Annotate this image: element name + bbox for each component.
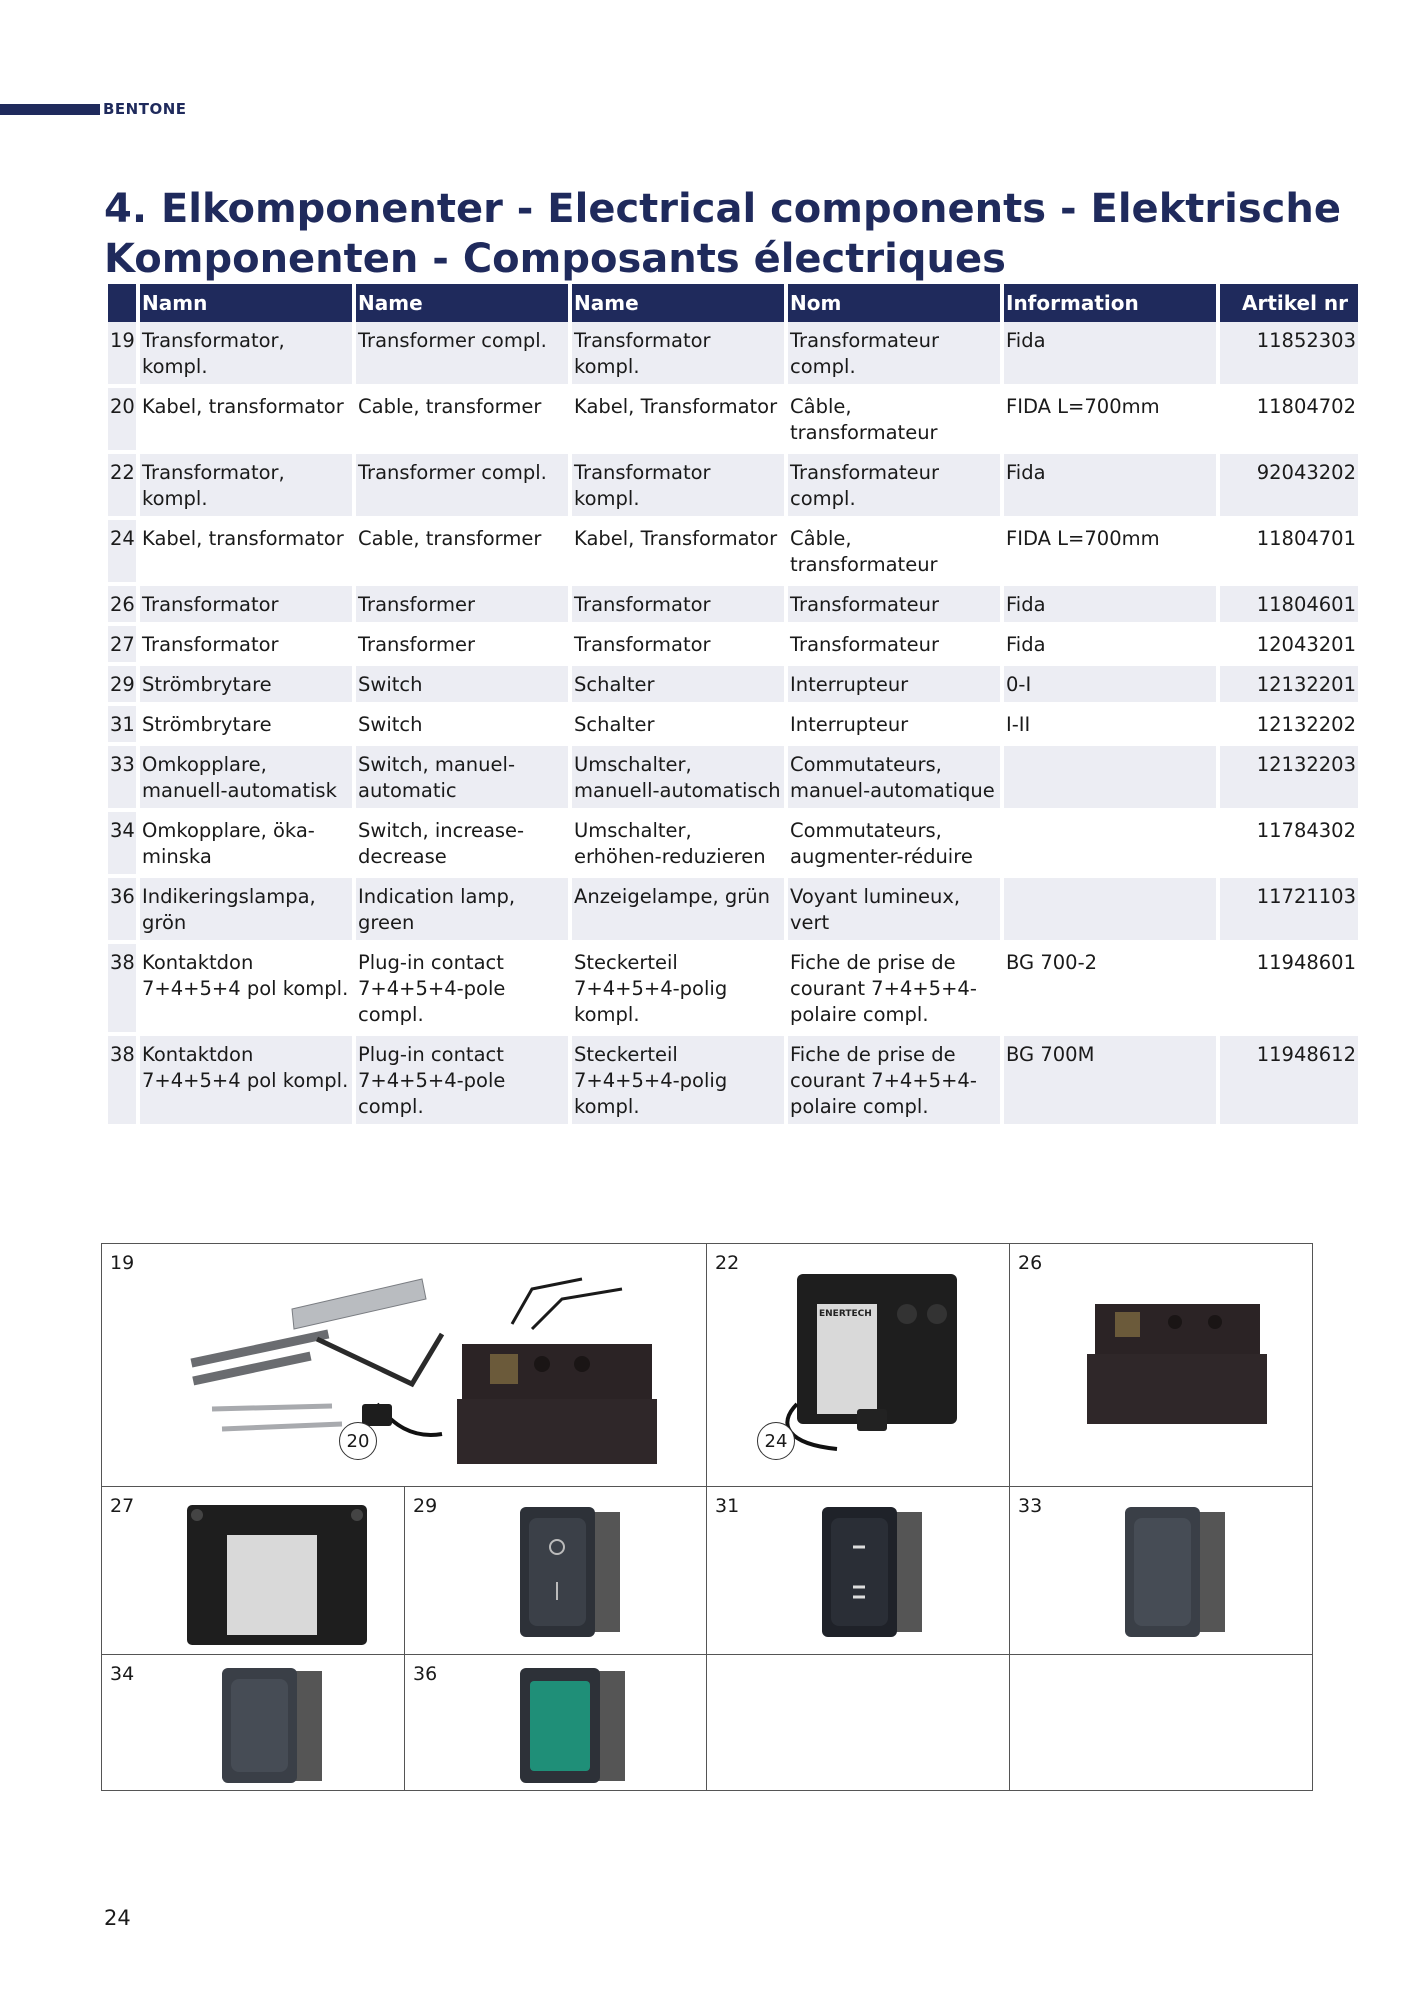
name-fr: Interrupteur (788, 706, 1000, 746)
header-name-en: Name (356, 284, 568, 322)
name-fr: Transformateur (788, 626, 1000, 666)
article-number: 12132201 (1220, 666, 1358, 706)
name-de: Steckerteil 7+4+5+4-polig kompl. (572, 944, 784, 1036)
item-number: 22 (108, 454, 136, 520)
figure-cell-22 (706, 1243, 1011, 1488)
item-number: 33 (108, 746, 136, 812)
name-sv: Kontaktdon 7+4+5+4 pol kompl. (140, 944, 352, 1036)
name-en: Transformer (356, 586, 568, 626)
item-number: 24 (108, 520, 136, 586)
article-number: 12132202 (1220, 706, 1358, 746)
name-de: Transformator (572, 626, 784, 666)
name-sv: Transformator, kompl. (140, 454, 352, 520)
name-en: Switch, manuel-automatic (356, 746, 568, 812)
name-fr: Câble, transformateur (788, 388, 1000, 454)
article-number: 92043202 (1220, 454, 1358, 520)
name-en: Cable, transformer (356, 520, 568, 586)
item-number: 27 (108, 626, 136, 666)
name-fr: Câble, transformateur (788, 520, 1000, 586)
item-number: 29 (108, 666, 136, 706)
name-en: Transformer (356, 626, 568, 666)
switch-manual-auto-image (1120, 1502, 1230, 1642)
transformer-enertech-image (777, 1254, 997, 1474)
table-row (108, 454, 1358, 520)
brand-name: BENTONE (103, 100, 187, 118)
name-sv: Omkopplare, manuell-automatisk (140, 746, 352, 812)
transformer-kit-image (182, 1264, 702, 1484)
name-sv: Transformator, kompl. (140, 322, 352, 388)
article-number: 11804702 (1220, 388, 1358, 454)
information: Fida (1004, 586, 1216, 626)
header-artikel-nr: Artikel nr (1220, 284, 1358, 322)
name-sv: Omkopplare, öka-minska (140, 812, 352, 878)
information (1004, 746, 1216, 812)
table-row (108, 706, 1358, 746)
table-row (108, 666, 1358, 706)
name-en: Transformer compl. (356, 454, 568, 520)
table-row (108, 944, 1358, 1036)
name-de: Umschalter, erhöhen-reduzieren (572, 812, 784, 878)
figure-cell-27 (101, 1486, 406, 1656)
figure-label: 26 (1018, 1252, 1043, 1274)
table-row (108, 626, 1358, 666)
information (1004, 878, 1216, 944)
table-row (108, 388, 1358, 454)
name-fr: Commutateurs, manuel-automatique (788, 746, 1000, 812)
item-number: 36 (108, 878, 136, 944)
information: BG 700M (1004, 1036, 1216, 1128)
item-number: 19 (108, 322, 136, 388)
article-number: 11804701 (1220, 520, 1358, 586)
table-row (108, 520, 1358, 586)
product-image-grid (101, 1243, 1313, 1791)
switch-0-i-image (515, 1502, 625, 1642)
table-row (108, 586, 1358, 626)
table-row (108, 1036, 1358, 1128)
page-number: 24 (104, 1906, 131, 1930)
name-fr: Voyant lumineux, vert (788, 878, 1000, 944)
parts-table (104, 284, 1362, 1128)
information: FIDA L=700mm (1004, 388, 1216, 454)
article-number: 11784302 (1220, 812, 1358, 878)
article-number: 11721103 (1220, 878, 1358, 944)
name-de: Kabel, Transformator (572, 520, 784, 586)
figure-cell-33 (1009, 1486, 1313, 1656)
name-sv: Kabel, transformator (140, 388, 352, 454)
transformer-compact-image (177, 1495, 377, 1655)
table-row (108, 878, 1358, 944)
header-namn: Namn (140, 284, 352, 322)
name-en: Indication lamp, green (356, 878, 568, 944)
figure-cell-26 (1009, 1243, 1313, 1488)
name-en: Switch (356, 666, 568, 706)
information (1004, 812, 1216, 878)
name-en: Plug-in contact 7+4+5+4-pole compl. (356, 944, 568, 1036)
figure-label: 27 (110, 1495, 135, 1517)
page-title: 4. Elkomponenter - Electrical components - Elektrische Komponenten - Composants électriques (104, 186, 1341, 282)
item-number: 20 (108, 388, 136, 454)
name-fr: Interrupteur (788, 666, 1000, 706)
header-name-de: Name (572, 284, 784, 322)
name-sv: Transformator (140, 626, 352, 666)
name-de: Umschalter, manuell-automatisch (572, 746, 784, 812)
figure-label: 34 (110, 1663, 135, 1685)
article-number: 11948601 (1220, 944, 1358, 1036)
item-number: 38 (108, 944, 136, 1036)
name-en: Cable, transformer (356, 388, 568, 454)
figure-label: 33 (1018, 1495, 1043, 1517)
name-fr: Commutateurs, augmenter-réduire (788, 812, 1000, 878)
table-row (108, 812, 1358, 878)
name-sv: Strömbrytare (140, 706, 352, 746)
header-nom: Nom (788, 284, 1000, 322)
name-sv: Kontaktdon 7+4+5+4 pol kompl. (140, 1036, 352, 1128)
name-de: Kabel, Transformator (572, 388, 784, 454)
name-en: Switch, increase-decrease (356, 812, 568, 878)
name-en: Switch (356, 706, 568, 746)
name-de: Transformator (572, 586, 784, 626)
figure-cell-34 (101, 1654, 406, 1791)
article-number: 11804601 (1220, 586, 1358, 626)
figure-label: 31 (715, 1495, 740, 1517)
name-en: Transformer compl. (356, 322, 568, 388)
figure-label: 19 (110, 1252, 135, 1274)
figure-label: 36 (413, 1663, 438, 1685)
name-fr: Fiche de prise de courant 7+4+5+4-polaire compl. (788, 944, 1000, 1036)
name-fr: Transformateur (788, 586, 1000, 626)
item-number: 26 (108, 586, 136, 626)
name-sv: Transformator (140, 586, 352, 626)
name-fr: Fiche de prise de courant 7+4+5+4-polaire compl. (788, 1036, 1000, 1128)
callout-24: 24 (757, 1422, 795, 1460)
item-number: 38 (108, 1036, 136, 1128)
figure-cell-29 (404, 1486, 708, 1656)
figure-cell-empty-1 (706, 1654, 1011, 1791)
table-row (108, 322, 1358, 388)
article-number: 11852303 (1220, 322, 1358, 388)
switch-i-ii-image (817, 1502, 927, 1642)
switch-increase-decrease-image (217, 1663, 327, 1788)
figure-label: 29 (413, 1495, 438, 1517)
information: BG 700-2 (1004, 944, 1216, 1036)
figure-cell-empty-2 (1009, 1654, 1313, 1791)
brand-bar (0, 104, 100, 115)
figure-label: 22 (715, 1252, 740, 1274)
name-de: Transformator kompl. (572, 322, 784, 388)
name-sv: Indikeringslampa, grön (140, 878, 352, 944)
article-number: 11948612 (1220, 1036, 1358, 1128)
information: 0-I (1004, 666, 1216, 706)
header-information: Information (1004, 284, 1216, 322)
name-de: Schalter (572, 666, 784, 706)
article-number: 12043201 (1220, 626, 1358, 666)
name-fr: Transformateur compl. (788, 454, 1000, 520)
information: Fida (1004, 454, 1216, 520)
article-number: 12132203 (1220, 746, 1358, 812)
name-sv: Kabel, transformator (140, 520, 352, 586)
name-de: Anzeigelampe, grün (572, 878, 784, 944)
figure-cell-36 (404, 1654, 708, 1791)
table-header-row (108, 284, 1358, 322)
information: Fida (1004, 626, 1216, 666)
figure-cell-31 (706, 1486, 1011, 1656)
indication-lamp-green-image (515, 1663, 630, 1788)
name-de: Transformator kompl. (572, 454, 784, 520)
name-de: Steckerteil 7+4+5+4-polig kompl. (572, 1036, 784, 1128)
information: Fida (1004, 322, 1216, 388)
information: I-II (1004, 706, 1216, 746)
name-en: Plug-in contact 7+4+5+4-pole compl. (356, 1036, 568, 1128)
name-sv: Strömbrytare (140, 666, 352, 706)
name-fr: Transformateur compl. (788, 322, 1000, 388)
transformer-image (1065, 1294, 1295, 1474)
figure-cell-19 (101, 1243, 708, 1488)
callout-20: 20 (339, 1422, 377, 1460)
enertech-label: ENERTECH (819, 1309, 872, 1319)
name-de: Schalter (572, 706, 784, 746)
table-row (108, 746, 1358, 812)
item-number: 31 (108, 706, 136, 746)
header-number (108, 284, 136, 322)
item-number: 34 (108, 812, 136, 878)
information: FIDA L=700mm (1004, 520, 1216, 586)
